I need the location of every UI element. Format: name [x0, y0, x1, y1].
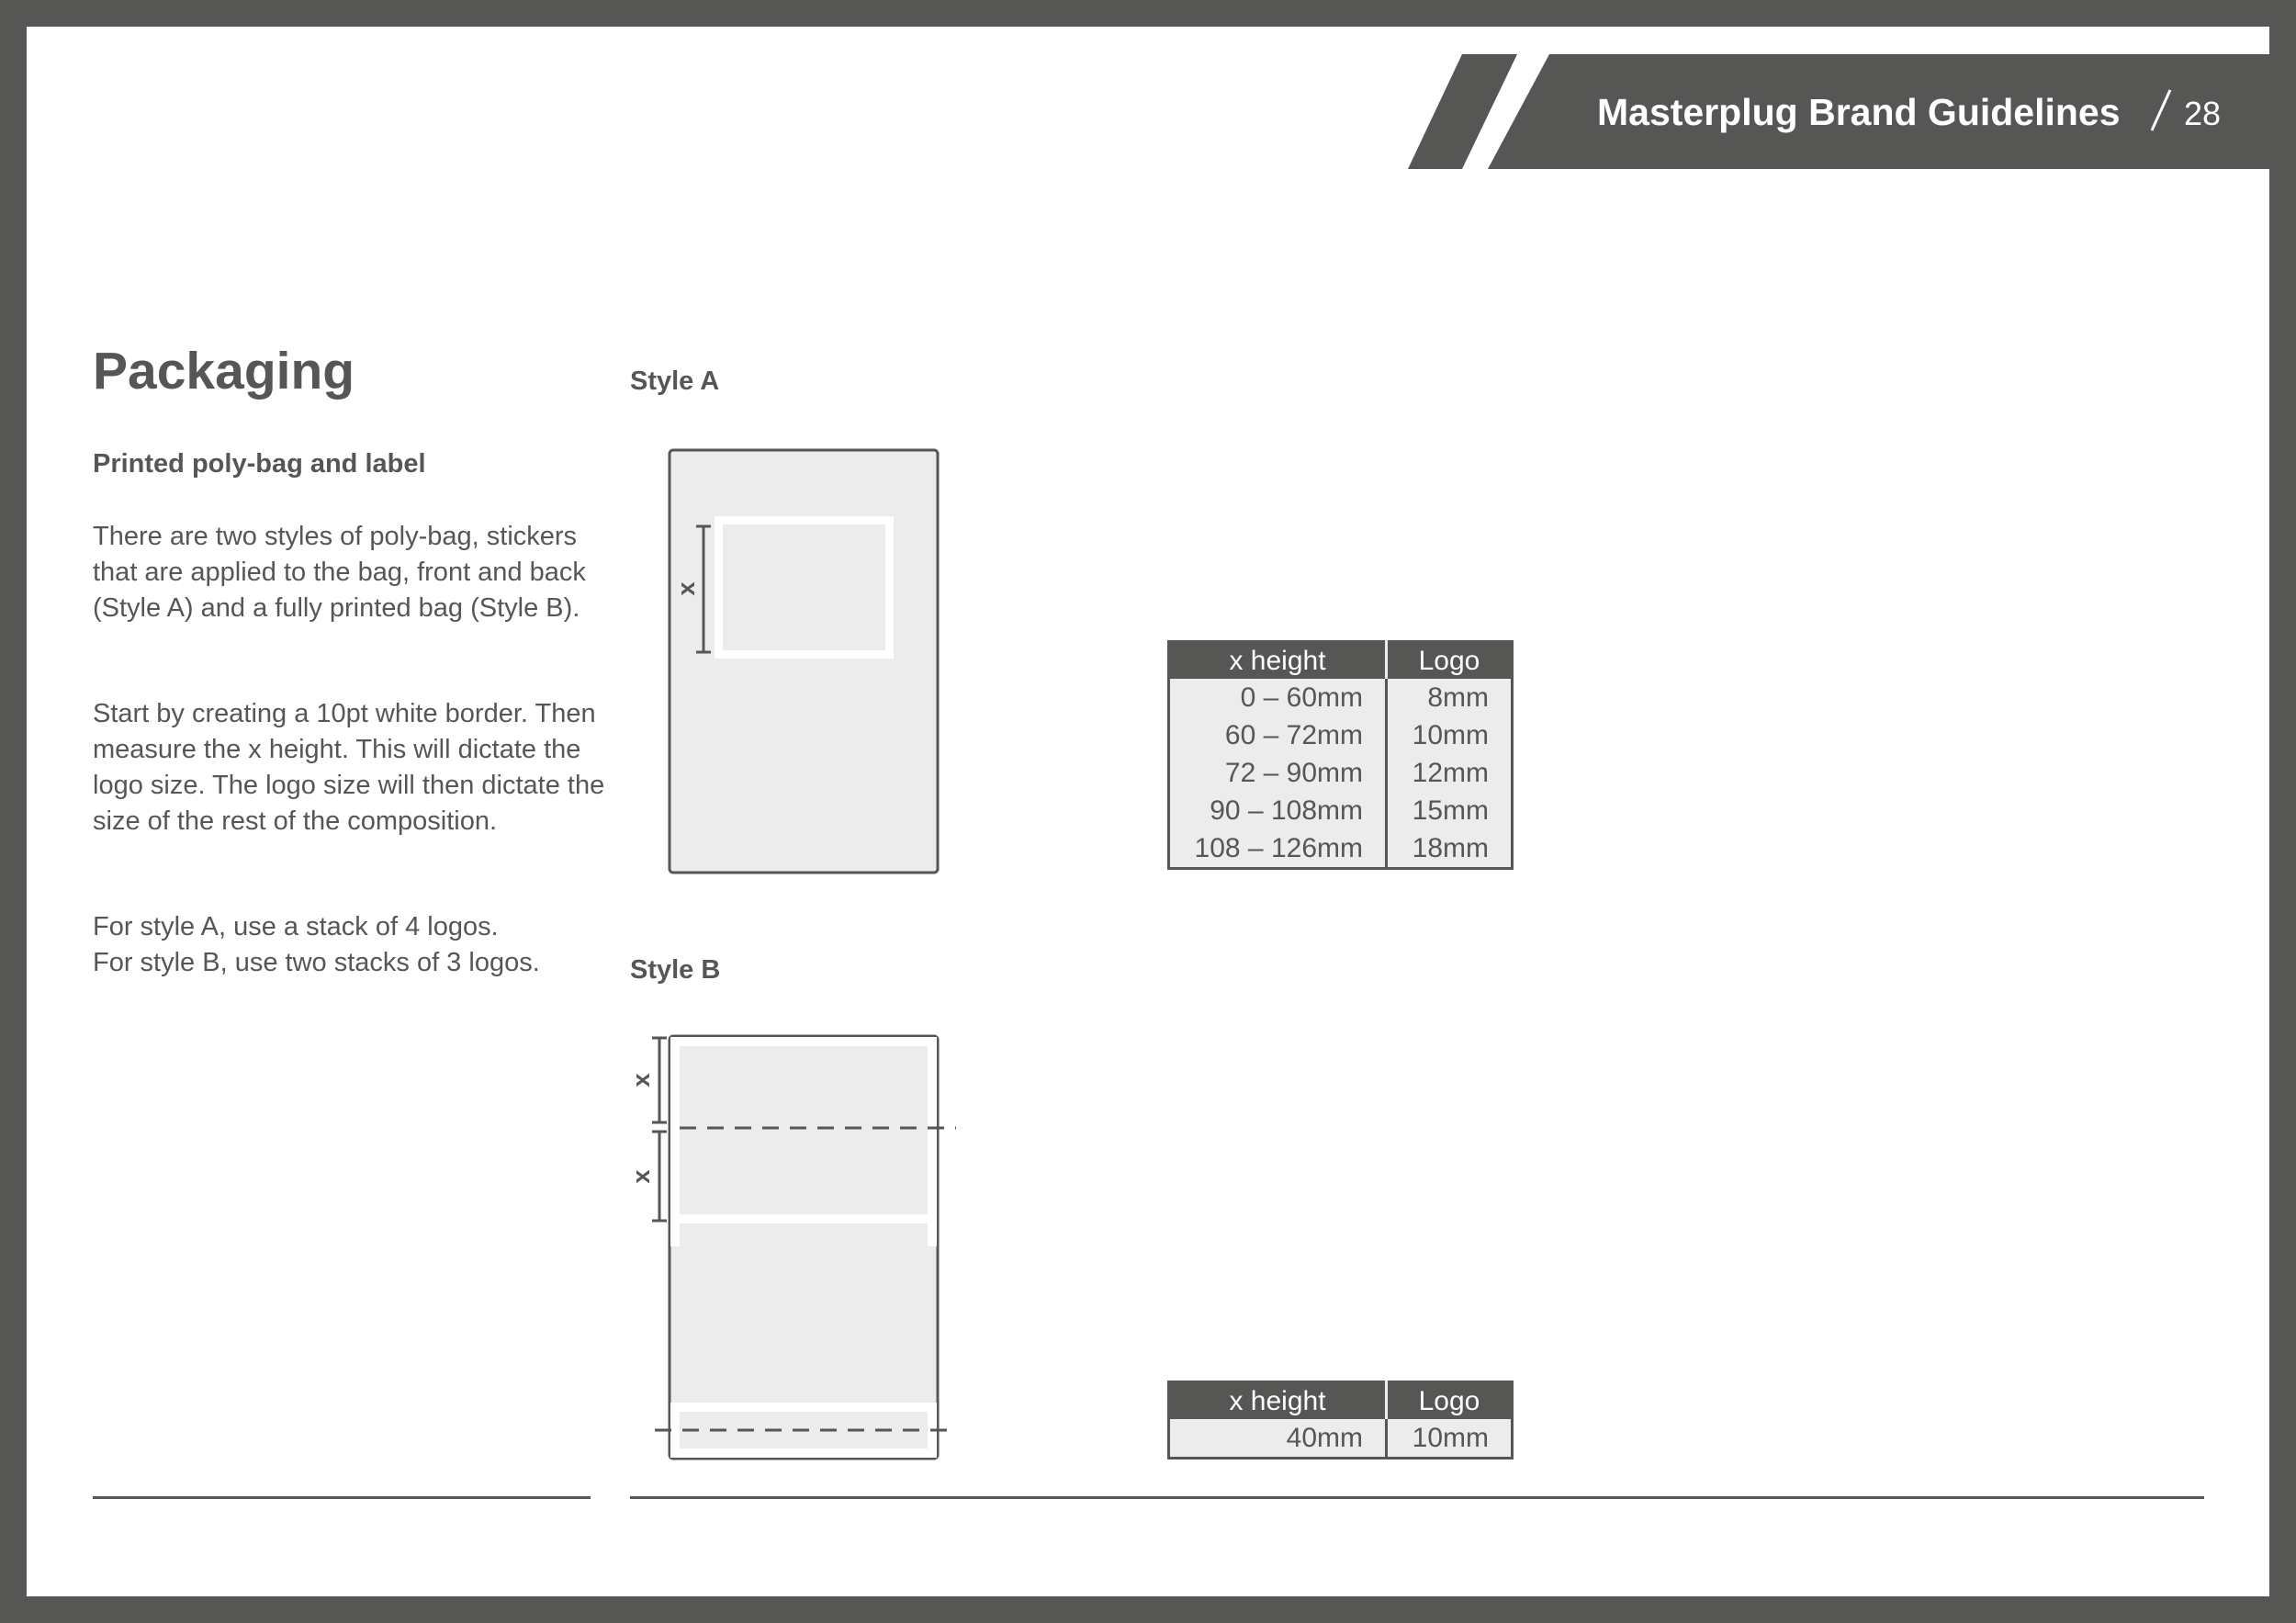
table-header-row [1169, 642, 1513, 680]
document-title: Masterplug Brand Guidelines [1597, 91, 2121, 133]
style-a-note: For style A, use a stack of 4 logos. [93, 912, 499, 941]
style-b-label: Style B [630, 955, 721, 985]
style-b-top-band-edge [670, 1214, 937, 1223]
table-row [1169, 754, 1513, 792]
x-height-cell: 72 – 90mm [1169, 754, 1387, 792]
x-height-cell: 108 – 126mm [1169, 829, 1387, 869]
page [27, 27, 2269, 1596]
table-header-row [1169, 1382, 1513, 1420]
intro-paragraph: There are two styles of poly-bag, stickers that are applied to the bag, front and back (Style A) and a fully printed bag (Style B). [93, 522, 586, 623]
column-header-logo: Logo [1387, 642, 1513, 680]
style-b-dimension-label-top: x [627, 1073, 655, 1088]
x-height-cell: 90 – 108mm [1169, 792, 1387, 829]
x-height-cell: 60 – 72mm [1169, 716, 1387, 754]
x-height-cell: 0 – 60mm [1169, 679, 1387, 716]
page-title: Packaging [93, 342, 355, 400]
packaging-diagrams [27, 27, 2269, 1596]
style-a-sticker [723, 524, 885, 650]
logo-size-cell: 10mm [1387, 1419, 1513, 1459]
section-subtitle: Printed poly-bag and label [93, 449, 426, 479]
logo-size-cell: 12mm [1387, 754, 1513, 792]
column-header-logo: Logo [1387, 1382, 1513, 1420]
style-a-bag [670, 450, 938, 873]
style-b-bag [670, 1036, 938, 1459]
x-height-cell: 40mm [1169, 1419, 1387, 1459]
logo-size-cell: 15mm [1387, 792, 1513, 829]
style-b-note: For style B, use two stacks of 3 logos. [93, 948, 540, 977]
table-row [1169, 792, 1513, 829]
logo-size-cell: 18mm [1387, 829, 1513, 869]
style-a-size-table [1167, 640, 1514, 870]
page-number: 28 [2184, 95, 2222, 132]
style-a-dimension-label: x [672, 581, 700, 596]
logo-size-cell: 10mm [1387, 716, 1513, 754]
footer-rule-right [630, 1496, 2204, 1499]
column-header-x-height: x height [1169, 1382, 1387, 1420]
footer-rule-left [93, 1496, 591, 1499]
instructions-paragraph: Start by creating a 10pt white border. Then measure the x height. This will dictate the logo size. The logo size will then dictate the size of the rest of the composition. [93, 699, 605, 836]
logo-size-cell: 8mm [1387, 679, 1513, 716]
style-b-dimension-label-bottom: x [627, 1169, 655, 1184]
table-row [1169, 1419, 1513, 1459]
table-row [1169, 716, 1513, 754]
style-b-border-top [670, 1037, 937, 1046]
style-a-label: Style A [630, 366, 720, 396]
column-header-x-height: x height [1169, 642, 1387, 680]
style-a-bag-diagram [670, 450, 938, 873]
style-b-size-table [1167, 1381, 1514, 1460]
table-row [1169, 829, 1513, 869]
table-row [1169, 679, 1513, 716]
style-b-bag-diagram [627, 1036, 956, 1459]
